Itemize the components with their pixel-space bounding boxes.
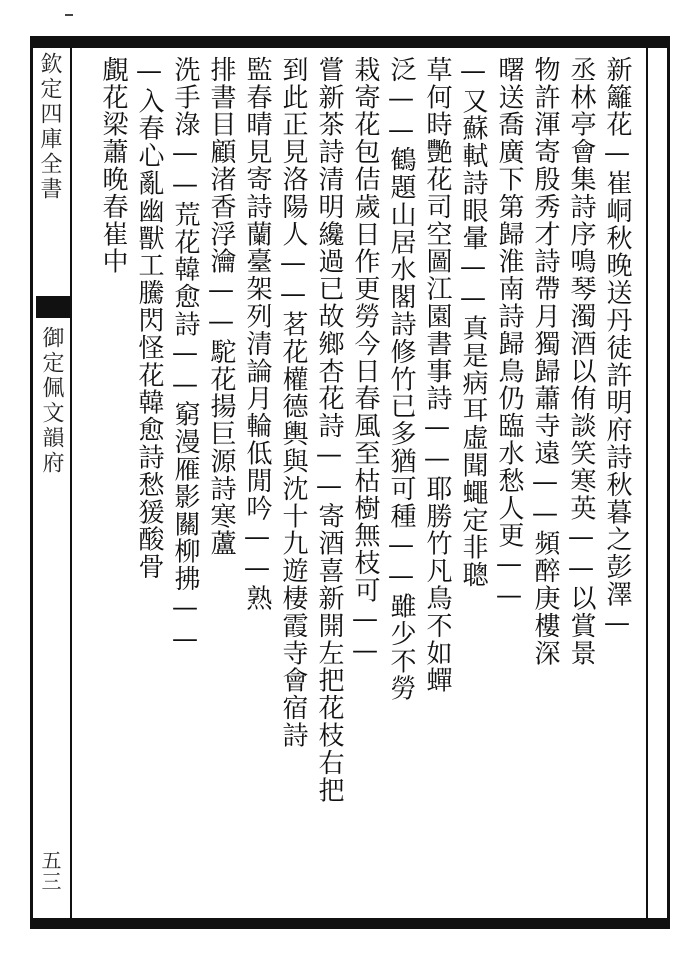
text-column-6: 草何時艷花司空圖江園書事詩——耶勝竹凡鳥不如蟬: [422, 56, 452, 695]
text-column-13: 洗手淥——荒花韓愈詩——窮漫雁影關柳拂——: [170, 56, 200, 656]
margin-divider-line: [70, 46, 72, 921]
text-column-5: —又蘇軾詩眼暈——真是病耳虛聞蠅定非聰: [458, 56, 488, 589]
text-column-3: 物許渾寄殷秀才詩帶月獨歸蕭寺遠——頻醉庚樓深: [530, 56, 560, 667]
margin-volume-title: 御定佩文韻府: [39, 326, 64, 476]
frame-top-border: [30, 36, 670, 48]
text-column-11: 監春晴見寄詩蘭臺架列清論月輪低閒吟——熟: [242, 56, 272, 612]
frame-bottom-border: [30, 918, 670, 929]
text-column-1: 新籬花—崔峒秋晚送丹徒許明府詩秋暮之彭澤—: [602, 56, 632, 640]
text-column-12: 排書目顧渚香浮瀹——駝花揚巨源詩寒蘆: [206, 56, 236, 558]
text-column-8: 栽寄花包佶歲日作更勞今日春風至枯樹無枝可——: [350, 56, 380, 667]
right-border-line: [646, 46, 648, 921]
text-column-4: 曙送喬廣下第歸淮南詩歸鳥仍臨水愁人更——: [494, 56, 524, 612]
text-column-14: —入春心亂幽獸工騰閃怪花韓愈詩愁猨酸骨: [134, 56, 164, 581]
fish-tail-mark: [36, 296, 70, 318]
top-tick-mark: [65, 14, 73, 16]
text-column-7: 泛——鶴題山居水閣詩修竹已多猶可種——雖少不勞: [386, 56, 416, 703]
page-number: 五三: [38, 850, 62, 892]
text-column-2: 丞林亭會集詩序鳴琴濁酒以侑談笑寒英——以賞景: [566, 56, 596, 667]
text-column-10: 到此正見洛陽人——茗花權德輿與沈十九遊棲霞寺會宿詩: [278, 56, 308, 749]
text-column-15: 覰花梁蕭晚春崔中: [98, 56, 128, 276]
text-column-9: 嘗新茶詩清明纔過已故鄉杏花詩——寄酒喜新開左把花枝右把: [314, 56, 344, 804]
margin-book-title: 欽定四庫全書: [37, 52, 62, 202]
